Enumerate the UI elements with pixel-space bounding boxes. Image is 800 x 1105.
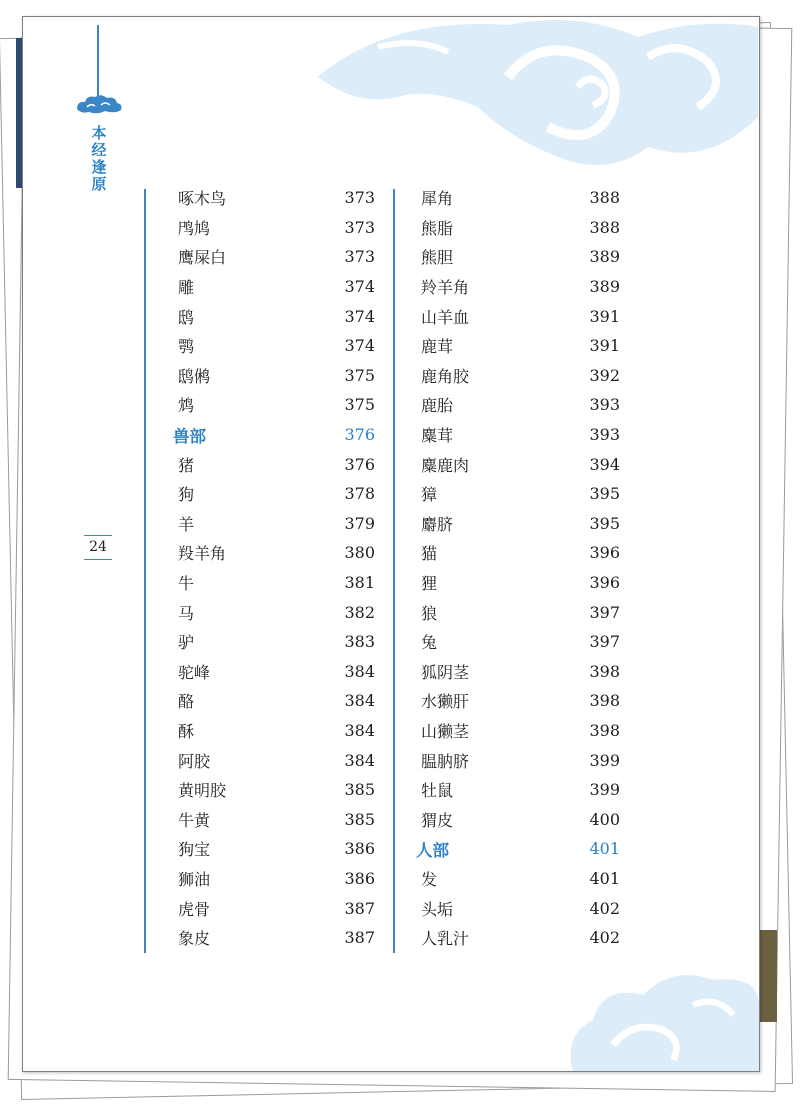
entry-name: 猬皮 [421,810,454,830]
entry-page: 393 [589,395,620,415]
toc-entry [416,657,620,687]
entry-name: 羚羊角 [421,278,470,298]
entry-page: 384 [344,691,375,711]
entry-name: 人部 [416,840,449,860]
toc-entry [173,213,375,243]
cloud-icon [75,93,123,115]
toc-entry [173,390,375,420]
toc-entry [173,716,375,746]
entry-name: 酪 [178,692,195,712]
entry-name: 猪 [178,455,195,475]
entry-name: 熊胆 [421,248,454,268]
cloud-decoration-bottom [563,965,759,1071]
toc-entry [173,568,375,598]
entry-page: 382 [344,602,375,622]
ribbon-line [97,25,99,97]
toc-entry [416,686,620,716]
entry-page: 374 [344,306,375,326]
entry-name: 腽肭脐 [421,751,470,771]
toc-entry [173,479,375,509]
toc-entry [416,479,620,509]
entry-name: 山獭茎 [421,721,470,741]
entry-page: 395 [589,513,620,533]
entry-page: 398 [589,691,620,711]
entry-name: 狼 [421,603,438,623]
toc-entry [416,716,620,746]
toc-entry [173,509,375,539]
toc-entry [173,864,375,894]
entry-page: 397 [589,602,620,622]
entry-page: 376 [344,425,375,445]
entry-name: 犀角 [421,189,454,209]
entry-page: 373 [344,217,375,237]
entry-name: 象皮 [178,929,211,949]
entry-page: 399 [589,780,620,800]
column-rule [393,189,395,953]
entry-page: 387 [344,928,375,948]
entry-page: 388 [589,217,620,237]
entry-name: 虎骨 [178,899,211,919]
toc-entry [173,657,375,687]
entry-name: 人乳汁 [421,929,470,949]
entry-name: 獐 [421,485,438,505]
entry-page: 396 [589,573,620,593]
toc-entry [416,420,620,450]
entry-name: 狸 [421,574,438,594]
entry-name: 发 [421,869,438,889]
entry-page: 374 [344,336,375,356]
toc-entry [173,331,375,361]
entry-page: 374 [344,277,375,297]
entry-page: 387 [344,898,375,918]
entry-name: 鹿角胶 [421,366,470,386]
toc-entry [416,183,620,213]
entry-name: 鸱 [178,307,195,327]
entry-name: 鹰屎白 [178,248,227,268]
toc-entry [173,242,375,272]
entry-name: 狐阴茎 [421,662,470,682]
entry-name: 兔 [421,633,438,653]
entry-page: 384 [344,750,375,770]
toc-entry [416,568,620,598]
entry-page: 379 [344,513,375,533]
toc-entry [173,686,375,716]
toc-entry [416,893,620,923]
entry-name: 马 [178,603,195,623]
entry-page: 388 [589,188,620,208]
entry-name: 鹗 [178,337,195,357]
entry-name: 麋鹿肉 [421,455,470,475]
toc-column-left [173,183,375,952]
entry-name: 狗宝 [178,840,211,860]
toc-entry [416,745,620,775]
page-number: 24 [84,535,112,560]
entry-name: 黄明胶 [178,781,227,801]
column-rule [144,189,146,953]
entry-page: 375 [344,395,375,415]
toc-entry [173,361,375,391]
title-char: 经 [91,141,107,159]
toc-entry [416,213,620,243]
entry-page: 400 [589,809,620,829]
entry-page: 384 [344,661,375,681]
title-char: 逢 [91,158,107,176]
cloud-decoration-top [278,17,758,177]
entry-page: 383 [344,632,375,652]
toc-entry [173,538,375,568]
entry-page: 398 [589,720,620,740]
entry-name: 羊 [178,514,195,534]
entry-page: 393 [589,425,620,445]
toc-entry [416,923,620,953]
toc-section-heading [173,420,375,450]
entry-name: 鹿胎 [421,396,454,416]
entry-page: 376 [344,454,375,474]
toc-entry [416,331,620,361]
entry-name: 鸱鸺 [178,366,211,386]
entry-page: 396 [589,543,620,563]
entry-name: 阿胶 [178,751,211,771]
entry-page: 395 [589,484,620,504]
toc-entry [173,834,375,864]
entry-page: 385 [344,780,375,800]
entry-name: 牛黄 [178,810,211,830]
entry-name: 啄木鸟 [178,189,227,209]
entry-page: 394 [589,454,620,474]
entry-page: 402 [589,898,620,918]
entry-name: 麋茸 [421,426,454,446]
book-page [22,16,760,1072]
entry-page: 389 [589,277,620,297]
title-char: 原 [91,175,107,193]
toc-entry [173,183,375,213]
toc-entry [416,509,620,539]
entry-page: 392 [589,365,620,385]
toc-entry [416,272,620,302]
entry-page: 381 [344,573,375,593]
toc-entry [416,775,620,805]
toc-entry [416,242,620,272]
entry-page: 399 [589,750,620,770]
entry-page: 391 [589,336,620,356]
toc-entry [416,597,620,627]
entry-name: 水獭肝 [421,692,470,712]
toc-entry [173,775,375,805]
entry-page: 402 [589,928,620,948]
entry-name: 驴 [178,633,195,653]
entry-page: 401 [589,839,620,859]
entry-page: 397 [589,632,620,652]
toc-entry [173,301,375,331]
toc-entry [416,538,620,568]
entry-name: 山羊血 [421,307,470,327]
entry-name: 熊脂 [421,218,454,238]
entry-page: 386 [344,868,375,888]
entry-name: 狗 [178,485,195,505]
entry-name: 酥 [178,721,195,741]
entry-name: 鹿茸 [421,337,454,357]
toc-entry [173,449,375,479]
toc-entry [416,390,620,420]
entry-page: 401 [589,868,620,888]
entry-name: 头垢 [421,899,454,919]
toc-entry [416,301,620,331]
entry-name: 牡鼠 [421,781,454,801]
entry-name: 羖羊角 [178,544,227,564]
entry-page: 384 [344,720,375,740]
toc-entry [416,361,620,391]
toc-entry [416,804,620,834]
toc-entry [173,745,375,775]
entry-page: 391 [589,306,620,326]
toc-entry [173,804,375,834]
entry-page: 389 [589,247,620,267]
title-char: 本 [91,124,107,142]
entry-name: 猫 [421,544,438,564]
entry-name: 鸤鸠 [178,218,211,238]
entry-name: 狮油 [178,869,211,889]
entry-name: 雕 [178,278,195,298]
entry-page: 373 [344,247,375,267]
toc-entry [416,627,620,657]
book-edge-accent [757,930,777,1022]
toc-entry [173,272,375,302]
book-title-vertical [87,125,111,193]
toc-entry [416,449,620,479]
toc-entry [173,923,375,953]
entry-name: 驼峰 [178,662,211,682]
entry-page: 375 [344,365,375,385]
entry-name: 麝脐 [421,514,454,534]
entry-name: 兽部 [173,426,206,446]
toc-entry [173,627,375,657]
entry-name: 鸩 [178,396,195,416]
toc-entry [173,597,375,627]
toc-column-right [416,183,620,952]
entry-name: 牛 [178,574,195,594]
toc-entry [173,893,375,923]
toc-entry [416,864,620,894]
entry-page: 398 [589,661,620,681]
toc-section-heading [416,834,620,864]
entry-page: 378 [344,484,375,504]
entry-page: 386 [344,839,375,859]
entry-page: 385 [344,809,375,829]
entry-page: 373 [344,188,375,208]
entry-page: 380 [344,543,375,563]
